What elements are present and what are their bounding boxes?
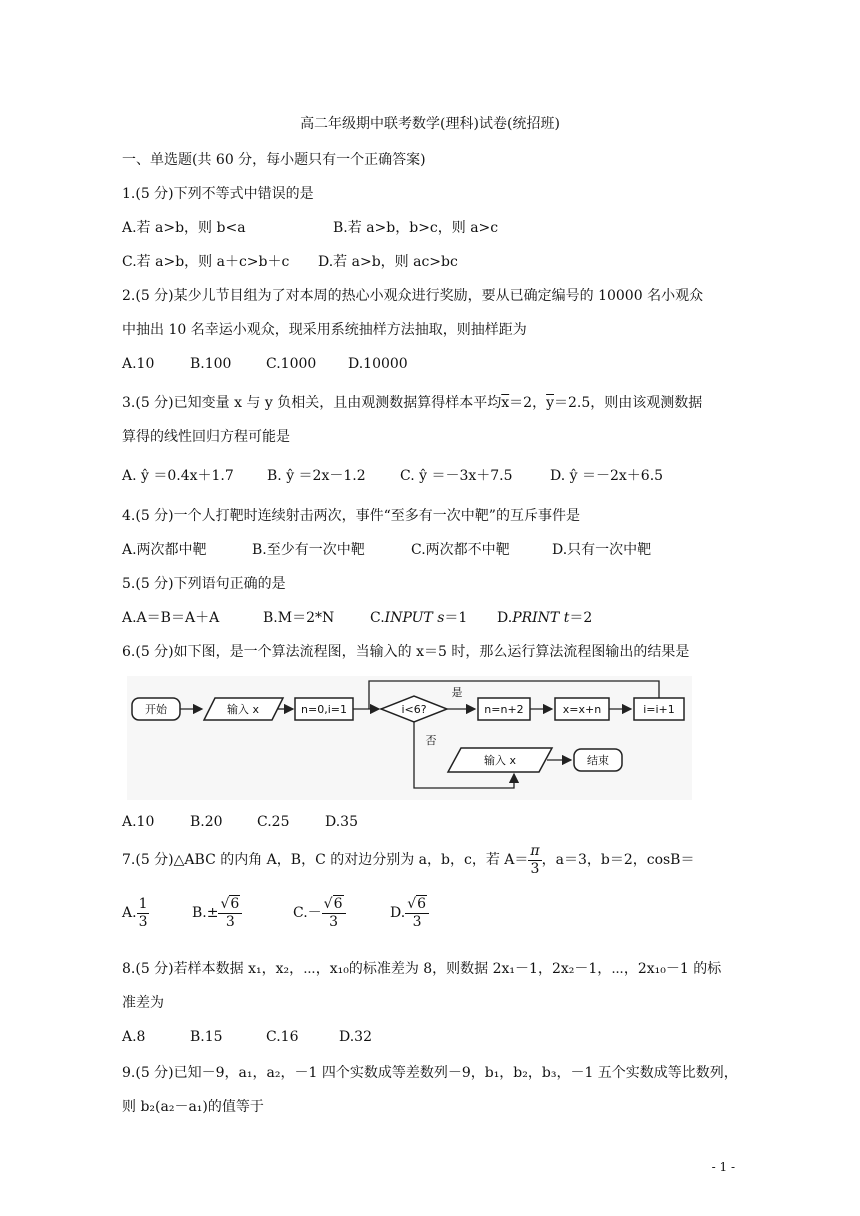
q8-option-b: B.15 xyxy=(190,1029,223,1045)
q7-b-root-sign: √ xyxy=(220,895,230,912)
q2-option-b: B.100 xyxy=(190,356,232,372)
q6-option-c: C.25 xyxy=(257,814,290,830)
q7-b-numerator xyxy=(218,896,242,914)
q2-line1: 2.(5 分)某少儿节目组为了对本周的热心小观众进行奖励，要从已确定编号的 10000 名小观众 xyxy=(122,288,704,304)
q7-option-d xyxy=(390,894,429,932)
q3-line2: 算得的线性回归方程可能是 xyxy=(122,429,290,445)
flow-step-n-label: n=n+2 xyxy=(484,703,524,716)
q5-option-b: B.M＝2*N xyxy=(263,610,335,626)
q7-c-denominator: 3 xyxy=(329,913,339,930)
q7-b-radicand: 6 xyxy=(230,895,240,912)
q7-b-fraction xyxy=(218,896,242,931)
q6-option-a: A.10 xyxy=(122,814,155,830)
q3-ybar: $\overline{y}$ xyxy=(546,395,554,411)
q9-line1: 9.(5 分)已知－9，a₁，a₂，－1 四个实数成等差数列－9，b₁，b₂，b₃，－1 五个实数成等比数列， xyxy=(122,1065,738,1081)
q5-stem: 5.(5 分)下列语句正确的是 xyxy=(122,576,286,592)
q7-option-c xyxy=(293,894,346,932)
q8-line1: 8.(5 分)若样本数据 x₁，x₂，⋯，x₁₀的标准差为 8，则数据 2x₁－1，2x₂－1，⋯，2x₁₀－1 的标 xyxy=(122,961,722,977)
q7-d-prefix: D. xyxy=(390,905,406,921)
q5-c-rest: ＝1 xyxy=(444,610,468,626)
q3-option-d: D. ŷ ＝－2x＋6.5 xyxy=(550,468,664,484)
q7-text-2: ，a＝3，b＝2，cosB＝ xyxy=(541,852,695,868)
q7-line1 xyxy=(122,842,694,878)
flow-step-x-label: x=x+n xyxy=(562,703,602,716)
q5-d-rest: ＝2 xyxy=(569,610,593,626)
q8-option-a: A.8 xyxy=(122,1029,146,1045)
q8-line2: 准差为 xyxy=(122,995,164,1011)
q3-option-c: C. ŷ ＝－3x＋7.5 xyxy=(400,468,513,484)
flow-init-label: n=0,i=1 xyxy=(301,703,347,716)
q5-d-variable: t xyxy=(559,610,570,626)
q4-option-a: A.两次都中靶 xyxy=(122,542,207,558)
q1-option-a: A.若 a>b，则 b<a xyxy=(122,220,246,236)
q7-c-fraction xyxy=(322,896,346,931)
q7-d-numerator xyxy=(405,896,429,914)
q7-pi: π xyxy=(530,842,540,859)
q7-d-radicand: 6 xyxy=(417,895,427,912)
flow-input-label: 输入 x xyxy=(226,703,260,716)
flow-step-i-label: i=i+1 xyxy=(643,703,675,716)
q4-option-d: D.只有一次中靶 xyxy=(552,542,652,558)
flow-yes-label: 是 xyxy=(451,686,463,699)
q7-d-fraction xyxy=(405,896,429,931)
q3-option-b: B. ŷ ＝2x－1.2 xyxy=(267,468,366,484)
q1-option-d: D.若 a>b，则 ac>bc xyxy=(318,254,458,270)
q5-option-c xyxy=(370,609,467,627)
q4-option-c: C.两次都不中靶 xyxy=(411,542,510,558)
q7-option-a xyxy=(122,894,149,932)
q5-option-a: A.A＝B＝A＋A xyxy=(122,610,220,626)
q2-option-c: C.1000 xyxy=(266,356,317,372)
q7-c-root-sign: √ xyxy=(323,895,333,912)
q9-line2: 则 b₂(a₂－a₁)的值等于 xyxy=(122,1099,264,1115)
q7-a-prefix: A. xyxy=(122,905,137,921)
q2-option-d: D.10000 xyxy=(348,356,408,372)
flow-no-label: 否 xyxy=(425,734,437,747)
q7-b-prefix: B.± xyxy=(192,905,219,921)
section-heading: 一、单选题(共 60 分，每小题只有一个正确答案) xyxy=(122,152,426,168)
q3-option-a: A. ŷ ＝0.4x＋1.7 xyxy=(122,468,234,484)
q8-option-c: C.16 xyxy=(266,1029,299,1045)
q5-d-prefix: D. xyxy=(497,610,513,626)
flow-condition-label: i<6? xyxy=(401,703,427,716)
q7-option-b xyxy=(192,894,242,932)
q6-option-b: B.20 xyxy=(190,814,223,830)
q6-stem: 6.(5 分)如下图，是一个算法流程图，当输入的 x＝5 时，那么运行算法流程图输出的结果是 xyxy=(122,644,690,660)
q7-a-fraction xyxy=(137,896,150,931)
q1-option-c: C.若 a>b，则 a＋c>b＋c xyxy=(122,254,290,270)
q7-pi-over-3 xyxy=(528,843,541,878)
q5-c-prefix: C. xyxy=(370,610,385,626)
q7-d-root-sign: √ xyxy=(407,895,417,912)
q3-xbar: $\overline{x}$ xyxy=(501,395,510,411)
q7-c-radicand: 6 xyxy=(333,895,343,912)
q7-c-numerator xyxy=(322,896,346,914)
flow-start-label: 开始 xyxy=(145,703,167,716)
q3-line1 xyxy=(122,394,702,412)
q1-stem: 1.(5 分)下列不等式中错误的是 xyxy=(122,186,314,202)
flow-end-label: 结束 xyxy=(587,754,609,767)
q7-c-prefix: C.－ xyxy=(293,905,322,921)
q2-option-a: A.10 xyxy=(122,356,155,372)
q5-c-variable: s xyxy=(432,610,445,626)
q3-text-2: ＝2， xyxy=(509,395,547,411)
q8-option-d: D.32 xyxy=(339,1029,372,1045)
q3-text-3: ＝2.5，则由该观测数据 xyxy=(554,395,703,411)
q4-option-b: B.至少有一次中靶 xyxy=(252,542,365,558)
q5-d-keyword: PRINT xyxy=(512,610,560,626)
q7-a-denominator: 3 xyxy=(138,913,148,930)
page-title: 高二年级期中联考数学(理科)试卷(统招班) xyxy=(300,116,560,132)
flow-output-label: 输入 x xyxy=(483,754,517,767)
q5-option-d xyxy=(497,609,592,627)
q7-d-denominator: 3 xyxy=(412,913,422,930)
q7-three: 3 xyxy=(528,860,541,878)
q2-line2: 中抽出 10 名幸运小观众，现采用系统抽样方法抽取，则抽样距为 xyxy=(122,322,527,338)
q7-b-denominator: 3 xyxy=(225,913,235,930)
q4-stem: 4.(5 分)一个人打靶时连续射击两次，事件“至多有一次中靶”的互斥事件是 xyxy=(122,508,580,524)
q6-option-d: D.35 xyxy=(325,814,358,830)
page-number: - 1 - xyxy=(711,1160,735,1174)
q1-option-b: B.若 a>b，b>c，则 a>c xyxy=(333,220,499,236)
q7-a-numerator: 1 xyxy=(138,895,148,912)
q3-text-1: 3.(5 分)已知变量 x 与 y 负相关，且由观测数据算得样本平均 xyxy=(122,395,502,411)
q5-c-keyword: INPUT xyxy=(384,610,433,626)
flowchart xyxy=(127,676,692,800)
q7-text-1: 7.(5 分)△ABC 的内角 A，B，C 的对边分别为 a，b，c，若 A＝ xyxy=(122,852,529,868)
flowchart-background xyxy=(127,676,692,800)
